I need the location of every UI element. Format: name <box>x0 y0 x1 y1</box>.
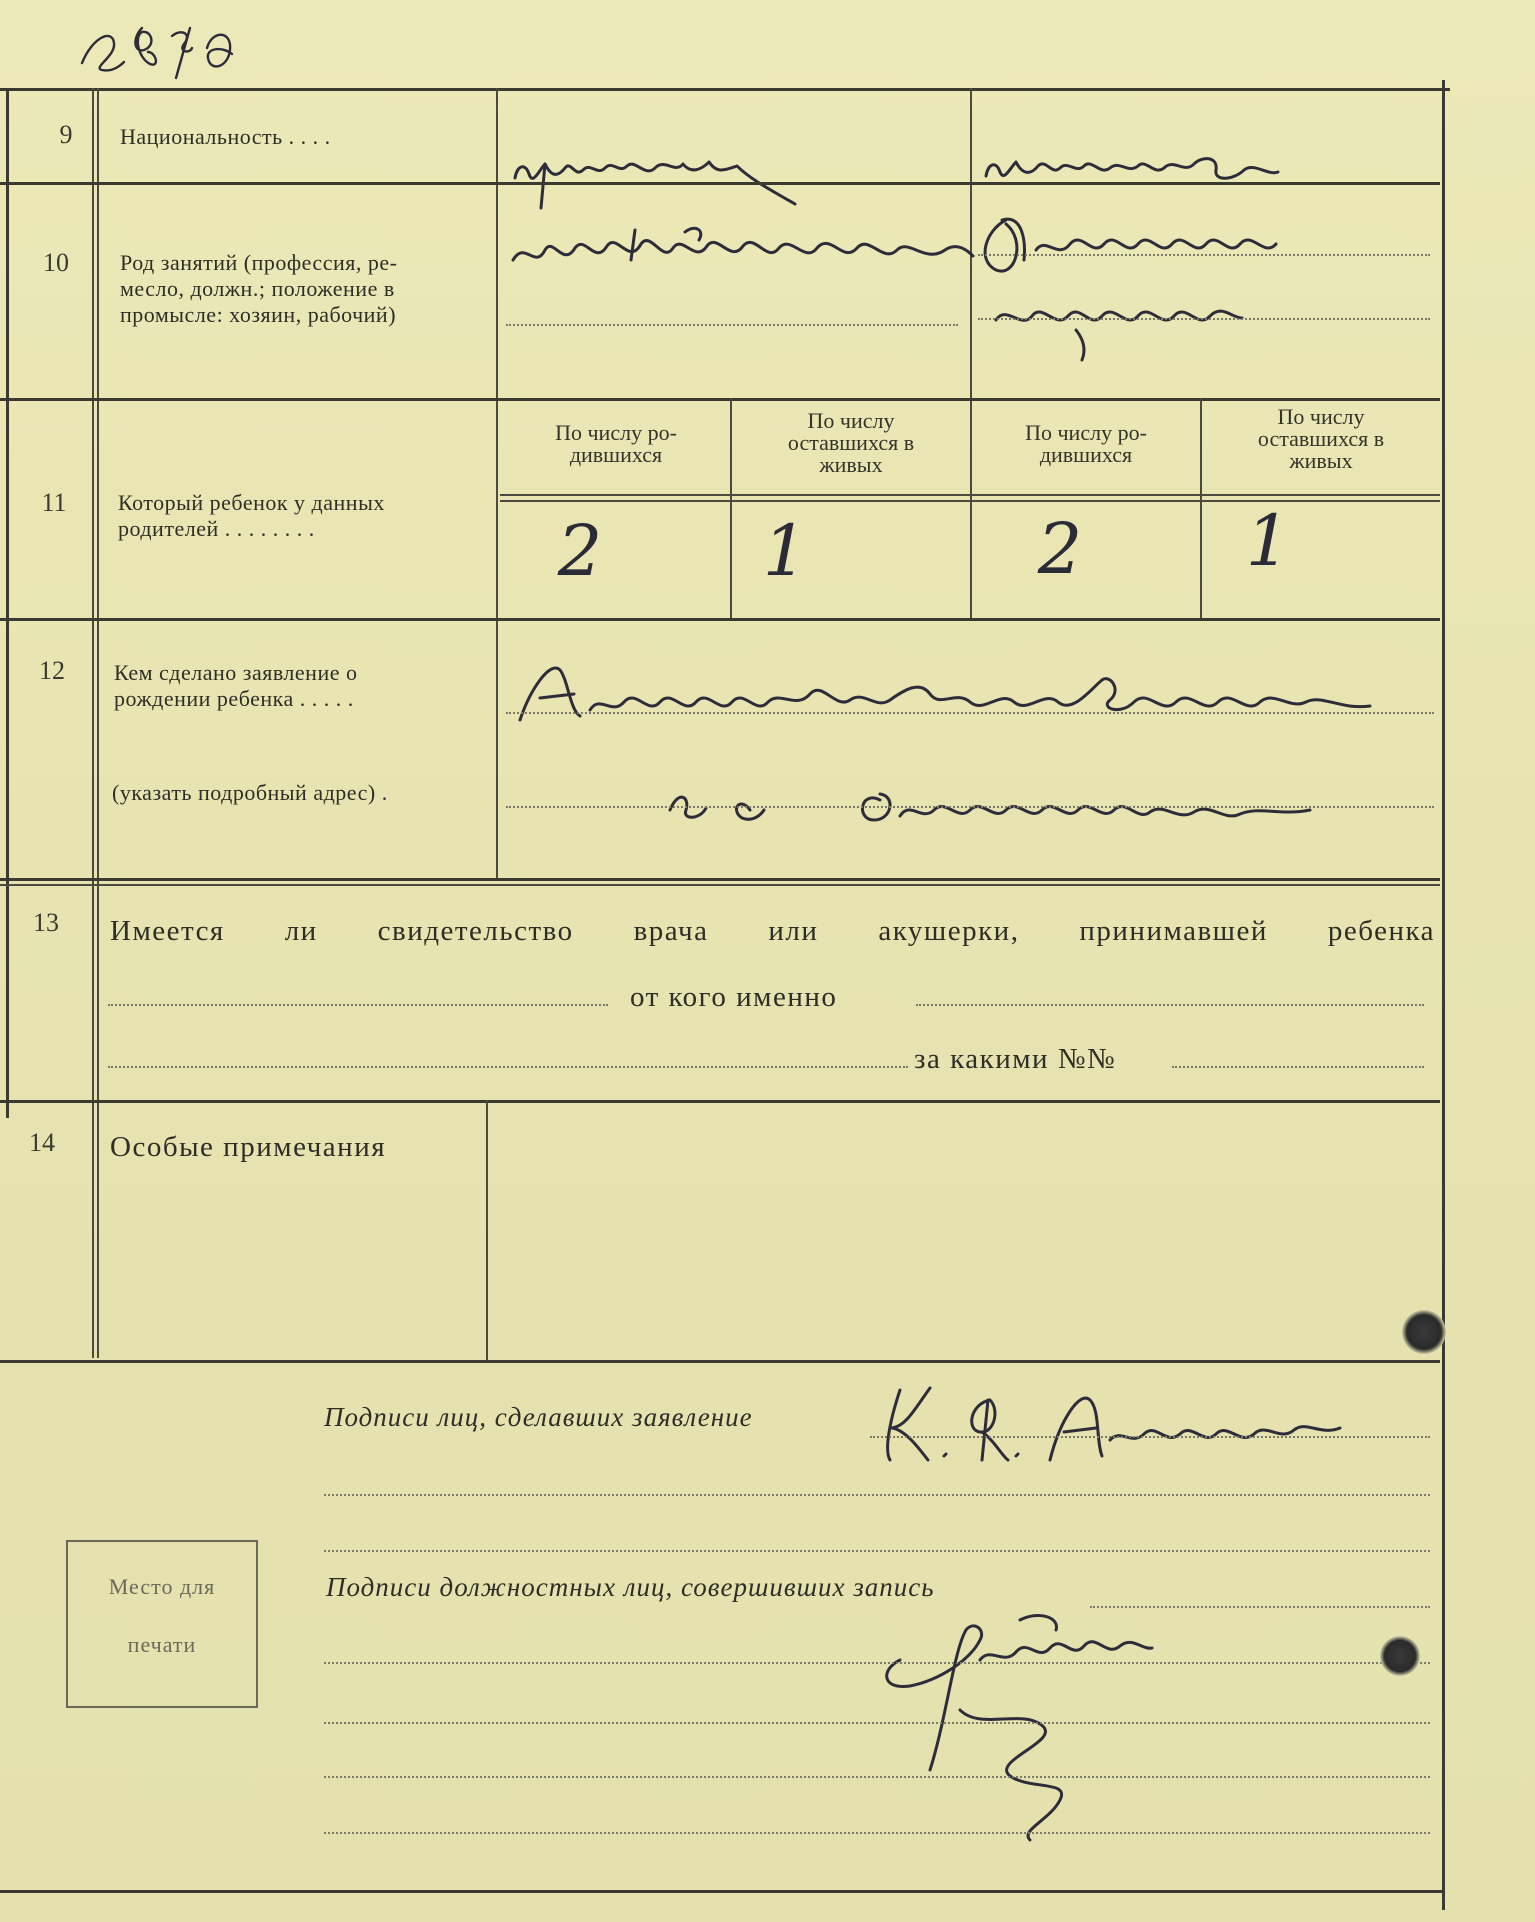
rule-row9 <box>0 182 1440 185</box>
applicant-label <box>114 660 484 712</box>
dotted-line <box>506 806 1434 808</box>
dotted-line <box>870 1436 1430 1438</box>
rule-mid-col <box>970 88 972 618</box>
stamp-label-line: Место для <box>108 1574 216 1599</box>
alive-count-father: 1 <box>762 510 808 592</box>
row-number: 13 <box>33 908 59 937</box>
applicant-label-line: Кем сделано заявление о <box>114 660 358 685</box>
occupation-label-line: месло, должн.; положение в <box>120 276 395 301</box>
child-order-label <box>118 490 488 542</box>
subhead-line: оставшихся в <box>787 430 915 455</box>
subhead-line: По числу <box>1277 404 1365 429</box>
applicant-signature <box>870 1370 1350 1470</box>
occupation-father-handwritten <box>505 220 975 290</box>
dotted-line <box>324 1494 1430 1496</box>
rule-sub-col <box>1200 398 1202 618</box>
rule-left <box>6 88 9 1118</box>
rule-label-col <box>496 88 498 878</box>
binding-hole <box>1380 1636 1420 1676</box>
child-order-label-line: Который ребенок у данных <box>118 490 385 515</box>
row-number: 14 <box>29 1128 55 1157</box>
officials-signature-label: Подписи должностных лиц, совершивших запись <box>326 1572 935 1602</box>
rule-row14 <box>0 1360 1440 1363</box>
applicant-label-line: рождении ребенка . . . . . <box>114 686 354 711</box>
address-label: (указать подробный адрес) . <box>112 780 388 805</box>
dotted-line <box>506 712 1434 714</box>
rule-sub-col <box>730 398 732 618</box>
row-number: 10 <box>43 248 69 277</box>
subhead-line: По числу ро- <box>1025 420 1147 445</box>
occupation-mother-handwritten <box>966 200 1346 350</box>
subhead-line: живых <box>1289 448 1353 473</box>
subhead-line: По числу <box>807 408 895 433</box>
rule-num-col-2 <box>97 88 99 1358</box>
official-signature <box>870 1600 1270 1840</box>
row-number: 9 <box>59 120 73 149</box>
child-order-label-line: родителей . . . . . . . . <box>118 516 315 541</box>
born-count-father: 2 <box>557 510 603 592</box>
rule-num-col <box>92 88 94 1358</box>
applicant-name-handwritten <box>510 650 1390 730</box>
special-notes-label: Особые примечания <box>110 1131 387 1163</box>
rule-row12-2 <box>0 884 1440 886</box>
dotted-line <box>108 1004 608 1006</box>
subhead-line: дившихся <box>1039 442 1133 467</box>
rule-row11 <box>0 618 1440 621</box>
dotted-line <box>108 1066 908 1068</box>
dotted-line <box>916 1004 1424 1006</box>
rule-row12 <box>0 878 1440 881</box>
subhead-line: живых <box>819 452 883 477</box>
dotted-line <box>1172 1066 1424 1068</box>
by-which-numbers-label: за какими №№ <box>914 1043 1117 1075</box>
certificate-question: Имеется ли свидетельство врача или акушерки, принимавшей ребенка <box>110 915 1435 947</box>
rule-subhead <box>500 494 1440 496</box>
row-number: 11 <box>41 488 67 517</box>
dotted-line <box>324 1722 1430 1724</box>
subhead-alive-father <box>736 410 966 476</box>
binding-hole <box>1402 1310 1446 1354</box>
dotted-line <box>978 254 1430 256</box>
subhead-line: оставшихся в <box>1257 426 1385 451</box>
dotted-line <box>506 324 958 326</box>
nationality-mother-handwritten <box>978 146 1298 206</box>
dotted-line <box>324 1832 1430 1834</box>
dotted-line <box>324 1550 1430 1552</box>
subhead-line: По числу ро- <box>555 420 677 445</box>
subhead-born-father <box>506 422 726 466</box>
dotted-line <box>324 1776 1430 1778</box>
occupation-label <box>120 250 490 328</box>
dotted-line <box>324 1662 1430 1664</box>
born-count-mother: 2 <box>1037 508 1083 590</box>
occupation-label-line: промысле: хозяин, рабочий) <box>120 302 397 327</box>
applicant-address-handwritten <box>660 760 1320 830</box>
archive-number-handwritten <box>72 8 262 88</box>
applicants-signature-label: Подписи лиц, сделавших заявление <box>324 1402 753 1432</box>
subhead-born-mother <box>976 422 1196 466</box>
rule-notes-col <box>486 1100 488 1360</box>
subhead-line: дившихся <box>569 442 663 467</box>
stamp-label-line: печати <box>127 1632 197 1657</box>
rule-row13 <box>0 1100 1440 1103</box>
occupation-label-line: Род занятий (профессия, ре- <box>120 250 398 275</box>
nationality-label: Национальность . . . . <box>120 124 331 149</box>
dotted-line <box>978 318 1430 320</box>
alive-count-mother: 1 <box>1245 500 1291 582</box>
from-whom-label: от кого именно <box>630 981 838 1013</box>
rule-row10 <box>0 398 1440 401</box>
rule-right <box>1442 80 1445 1910</box>
row-number: 12 <box>39 656 65 685</box>
rule-bottom <box>0 1890 1444 1893</box>
rule-top <box>0 88 1450 91</box>
stamp-placeholder-box <box>66 1540 258 1708</box>
subhead-alive-mother <box>1206 406 1436 472</box>
